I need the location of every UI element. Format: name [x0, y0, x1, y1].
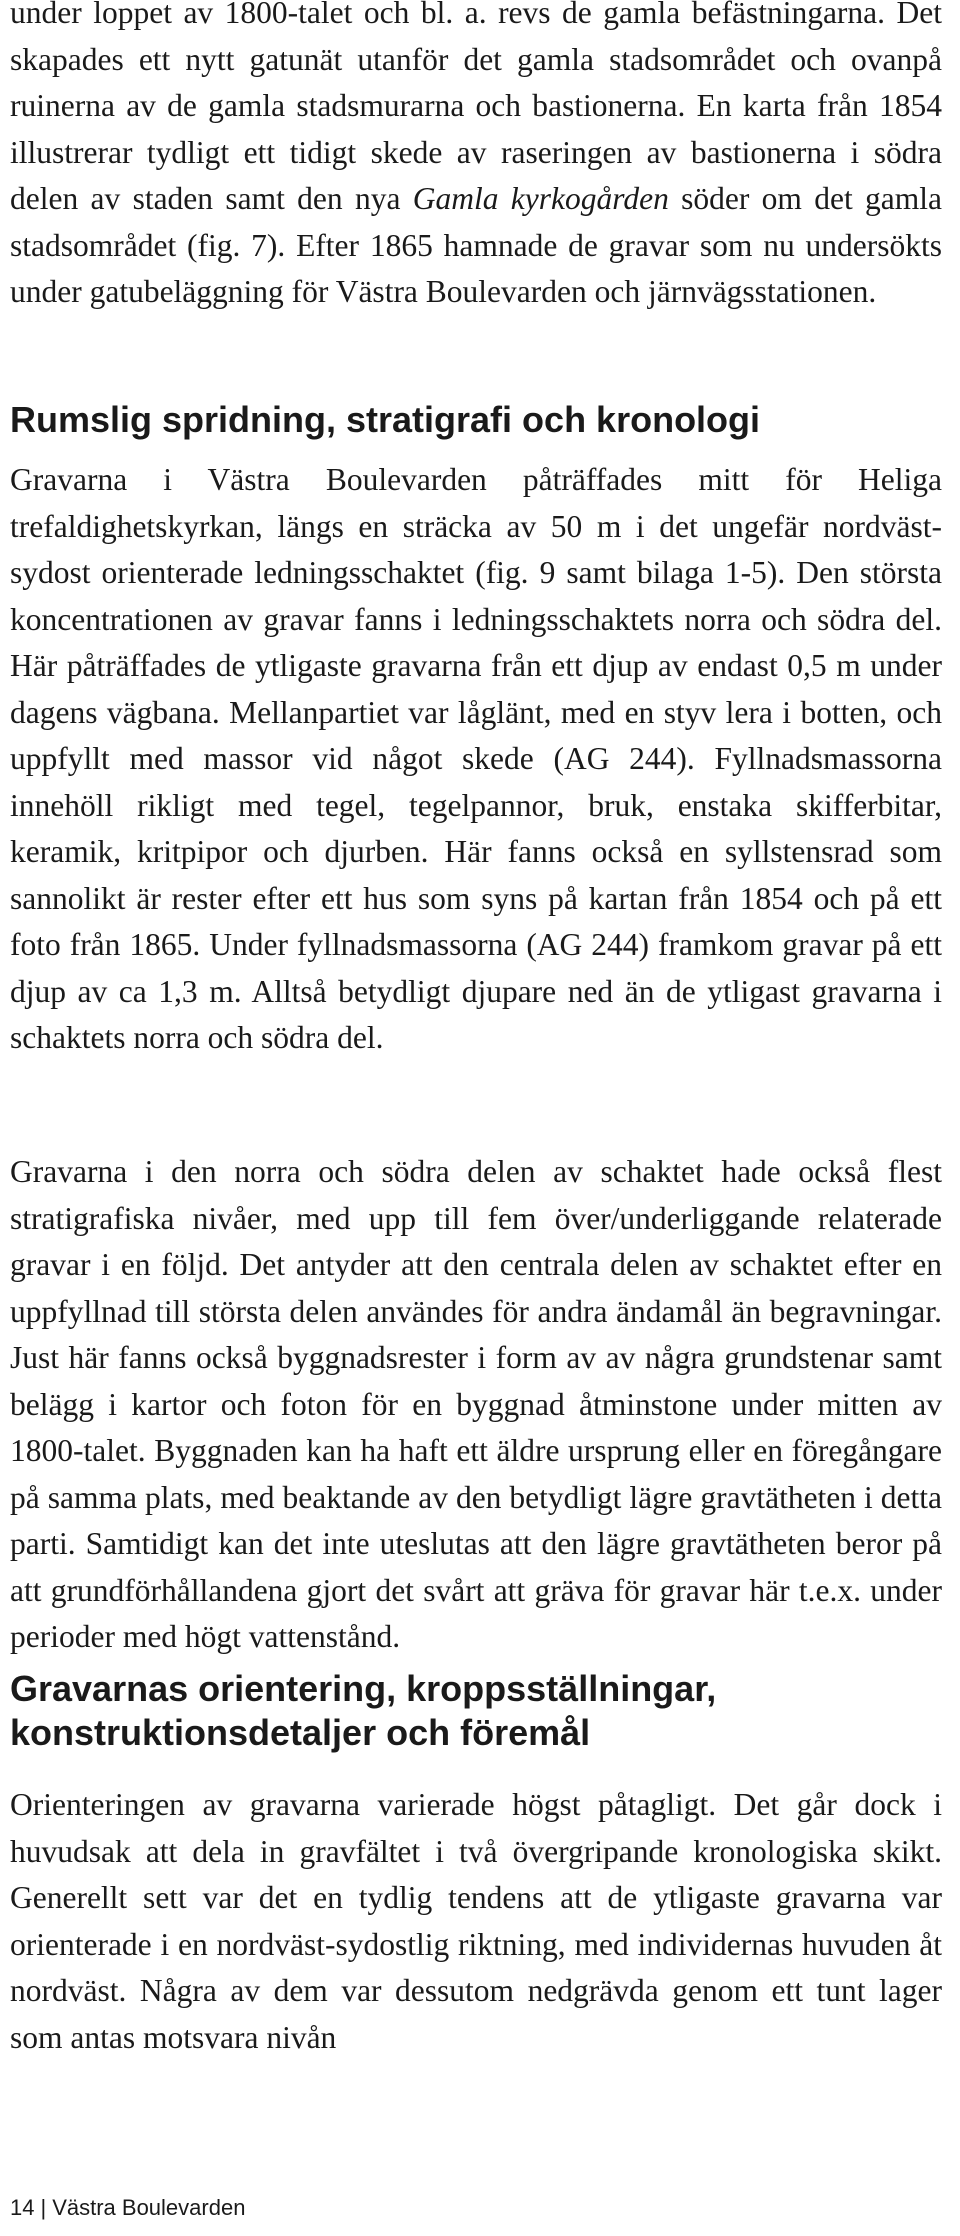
- intro-text-part-2: söder om det gamla stadsområdet (fig. 7). Efter 1865 hamnade de gravar som nu undersökts under gatubeläggning för Västra Boulevarden och järnvägsstationen.: [10, 181, 942, 309]
- page-number: 14: [10, 2195, 35, 2220]
- section-2-paragraph-1: Orienteringen av gravarna varierade högst påtagligt. Det går dock i huvudsak att dela in gravfältet i två övergripande kronologiska skikt. Generellt sett var det en tydlig tendens att de ytligaste gravarna var orienterade i en nordväst-sydostlig riktning, med individernas huvuden åt nordväst. Några av dem var dessutom nedgrävda genom ett tunt lager som antas motsvara nivån: [10, 1787, 942, 2055]
- page-footer: [10, 2194, 245, 2222]
- intro-italic-place-name: Gamla kyrkogården: [412, 181, 669, 216]
- intro-text-part-1: under loppet av 1800-talet och bl. a. revs de gamla befästningarna. Det skapades ett nytt gatunät utanför det gamla stadsområdet och ovanpå ruinerna av de gamla stadsmurarna och bastionerna. En karta från 1854 illustrerar tydligt ett tidigt skede av raseringen av bastionerna i södra delen av staden samt den nya: [10, 0, 942, 216]
- publication-title: Västra Boulevarden: [52, 2195, 246, 2220]
- section-heading-gravarnas: Gravarnas orientering, kroppsställningar, konstruktionsdetaljer och föremål: [10, 1668, 717, 1753]
- intro-paragraph: [10, 0, 942, 316]
- footer-separator: |: [40, 2195, 47, 2220]
- section-1-paragraph-2: Gravarna i den norra och södra delen av schaktet hade också flest stratigrafiska nivåer, med upp till fem över/underliggande relaterade gravar i en följd. Det antyder att den centrala delen av schaktet efter en uppfyllnad till största delen användes för andra ändamål än begravningar. Just här fanns också byggnadsrester i form av av några grundstenar samt belägg i kartor och foton för en byggnad åtminstone under mitten av 1800-talet. Byggnaden kan ha haft ett äldre ursprung eller en föregångare på samma plats, med beaktande av den betydligt lägre gravtätheten i detta parti. Samtidigt kan det inte uteslutas att den lägre gravtätheten beror på att grundförhållandena gjort det svårt att gräva för gravar här t.e.x. under perioder med högt vattenstånd.: [10, 1154, 942, 1654]
- section-1-paragraph-1: Gravarna i Västra Boulevarden påträffades mitt för Heliga trefaldighetskyrkan, längs en sträcka av 50 m i det ungefär nordväst-sydost orienterade ledningsschaktet (fig. 9 samt bilaga 1-5). Den största koncentrationen av gravar fanns i ledningsschaktets norra och södra del. Här påträffades de ytligaste gravarna från ett djup av endast 0,5 m under dagens vägbana. Mellanpartiet var låglänt, med en styv lera i botten, och uppfyllt med massor vid något skede (AG 244). Fyllnadsmassorna innehöll rikligt med tegel, tegelpannor, bruk, enstaka skifferbitar, keramik, kritpipor och djurben. Här fanns också en syllstensrad som sannolikt är rester efter ett hus som syns på kartan från 1854 och på ett foto från 1865. Under fyllnadsmassorna (AG 244) framkom gravar på ett djup av ca 1,3 m. Alltså betydligt djupare ned än de ytligast gravarna i schaktets norra och södra del.: [10, 462, 942, 1055]
- section-heading-rumslig: Rumslig spridning, stratigrafi och kronologi: [10, 399, 761, 440]
